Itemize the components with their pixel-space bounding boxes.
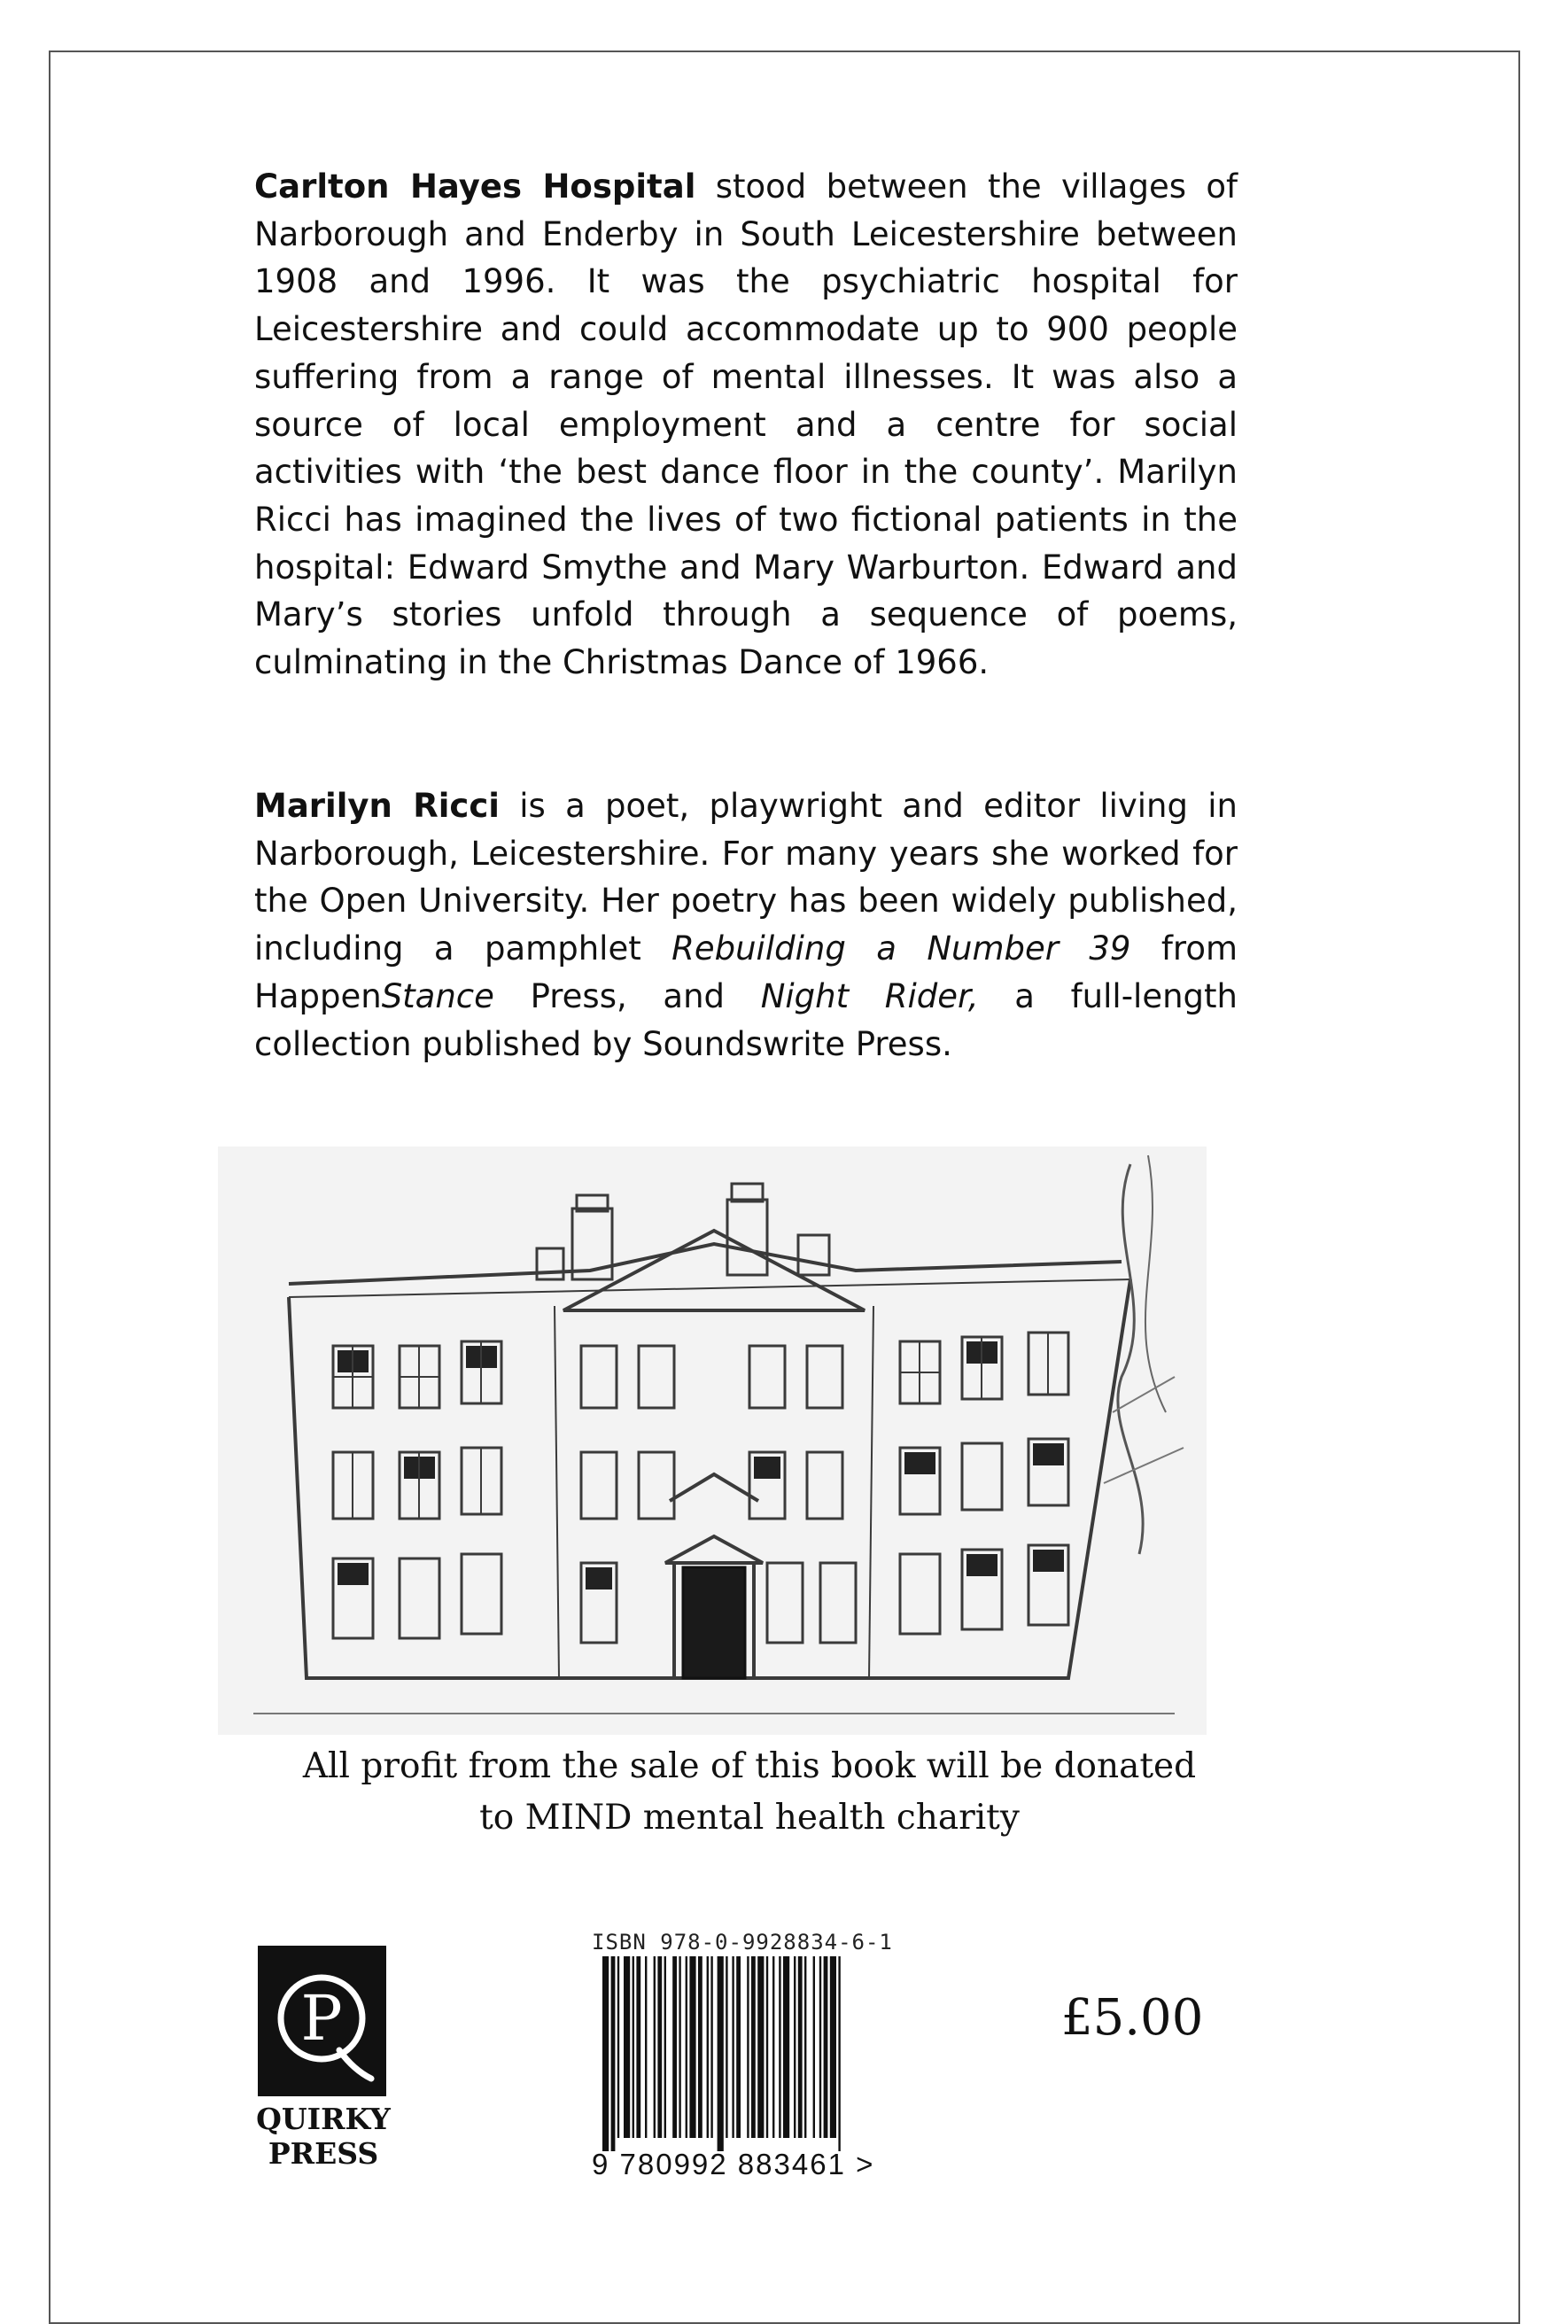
barcode-bar [751, 1956, 756, 2138]
charity-notice [218, 1741, 1281, 1844]
barcode-digits: 9 780992 883461 > [592, 2148, 875, 2180]
charity-line-2: to MIND mental health charity [479, 1798, 1020, 1838]
barcode-bar [633, 1956, 634, 2138]
price: £5.00 [1061, 1989, 1204, 2047]
barcode-bar [602, 1956, 609, 2151]
barcode-bar [813, 1956, 815, 2138]
bio-title-stance: Stance [381, 976, 494, 1015]
barcode-bar [794, 1956, 796, 2138]
barcode-bar [732, 1956, 734, 2138]
barcode-bar [707, 1956, 709, 2138]
barcode-bar [672, 1956, 677, 2138]
bio-bold-lead: Marilyn Ricci [254, 787, 500, 825]
barcode-bar [747, 1956, 749, 2138]
barcode-bar [804, 1956, 806, 2138]
publisher-name: QUIRKY PRESS [256, 2102, 391, 2171]
bio-text-3: Press, and [493, 976, 761, 1015]
bio-title-night-rider: Night Rider, [760, 976, 979, 1015]
svg-text:P: P [300, 1982, 343, 2055]
barcode-bar [830, 1956, 836, 2138]
barcode-bar [757, 1956, 764, 2138]
barcode-bar [664, 1956, 666, 2138]
barcode-bar [710, 1956, 712, 2138]
bio-text-2: from Happen [254, 929, 1238, 1015]
intro-paragraph [254, 163, 1238, 687]
intro-bold-lead: Carlton Hayes Hospital [254, 167, 696, 206]
hospital-building-sketch [218, 1146, 1207, 1735]
barcode-bar [726, 1956, 727, 2138]
isbn-label: ISBN 978-0-9928834-6-1 [592, 1930, 893, 1955]
author-bio-paragraph [254, 782, 1238, 1068]
bio-title-rebuilding: Rebuilding a Number 39 [671, 929, 1131, 968]
barcode-bar [611, 1956, 616, 2151]
intro-text: stood between the villages of Narborough and Enderby in South Leicestershire between 1908 and 1996. It was the psychiatric hospital for Leicestershire and could accommodate up to 900 people suffering from a range of mental illnesses. It was also a source of local employment and a centre for social activities with ‘the best dance floor in the county’. Marilyn Ricci has imagined the lives of two fictional patients in the hospital: Edward Smythe and Mary Warburton. Edward and Mary’s stories unfold through a sequence of poems, culminating in the Christmas Dance of 1966. [254, 167, 1238, 682]
barcode-bar [779, 1956, 780, 2138]
barcode-bar [679, 1956, 680, 2138]
barcode-icon [592, 1956, 884, 2151]
barcode-bar [686, 1956, 687, 2138]
barcode-bar [657, 1956, 662, 2138]
barcode-bar [772, 1956, 774, 2138]
barcode-bar [689, 1956, 695, 2138]
bio-text-1: is a poet, playwright and editor living in Narborough, Leicestershire. For many years she worked for the Open University. Her poetry has been widely published, including a pamphlet [254, 787, 1238, 968]
barcode-bar [636, 1956, 640, 2138]
barcode-bar [766, 1956, 768, 2138]
barcode-bar [819, 1956, 821, 2138]
barcode-bar [617, 1956, 619, 2138]
barcode-bar [798, 1956, 803, 2138]
barcode-bar [783, 1956, 789, 2138]
barcode-bar [698, 1956, 702, 2138]
charity-line-1: All profit from the sale of this book will be donated [302, 1746, 1197, 1786]
barcode-bar [838, 1956, 840, 2151]
quirky-press-logo-icon [258, 1946, 386, 2096]
barcode-bar [736, 1956, 741, 2138]
barcode-bar [654, 1956, 656, 2138]
barcode-bar [718, 1956, 724, 2151]
barcode-bar [824, 1956, 828, 2138]
bio-text-4: a full-length collection published by Soundswrite Press. [254, 976, 1238, 1063]
barcode-bar [624, 1956, 630, 2138]
barcode-bar [645, 1956, 647, 2138]
